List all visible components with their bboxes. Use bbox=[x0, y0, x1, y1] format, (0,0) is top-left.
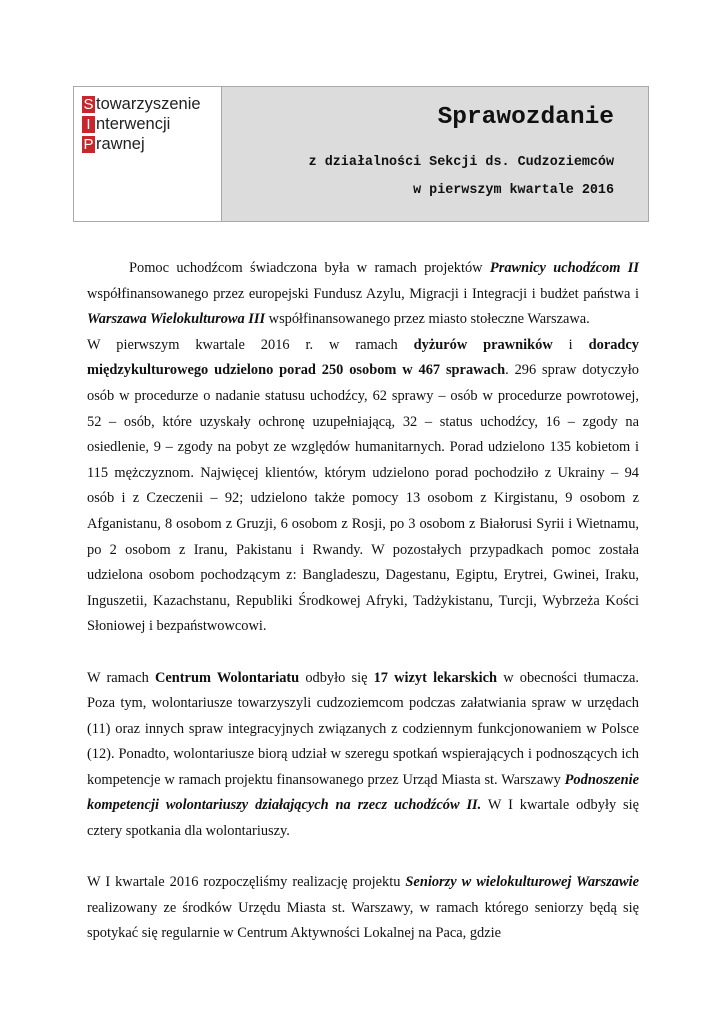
logo-line bbox=[82, 135, 221, 154]
emphasis: 17 wizyt lekarskich bbox=[373, 669, 498, 686]
document-title: Sprawozdanie bbox=[437, 104, 614, 131]
text: W pierwszym kwartale 2016 r. w ramach bbox=[87, 336, 414, 353]
paragraph-volunteering bbox=[87, 666, 639, 845]
emphasis: dyżurów prawników bbox=[413, 336, 553, 353]
text: realizowany ze środków Urzędu Miasta st. Warszawy, w ramach którego seniorzy będą się spotykać się regularnie w Centrum Aktywności Lokalnej na Paca, gdzie bbox=[87, 899, 639, 942]
text: współfinansowanego przez europejski Fundusz Azylu, Migracji i Integracji i budżet państwa i bbox=[87, 285, 639, 302]
paragraph-funding bbox=[87, 256, 639, 333]
logo-line bbox=[82, 95, 221, 114]
emphasis: doradcy międzykulturowego udzielono porad 250 osobom w 467 sprawach bbox=[87, 336, 639, 379]
text: W ramach bbox=[87, 669, 155, 686]
text: Pomoc uchodźcom świadczona była w ramach projektów bbox=[129, 260, 490, 276]
text: W I kwartale 2016 rozpoczęliśmy realizację projektu bbox=[87, 874, 406, 891]
project-name: Podnoszenie kompetencji wolontariuszy działających na rzecz uchodźców II. bbox=[87, 771, 639, 814]
text: W I kwartale odbyły się cztery spotkania dla wolontariuszy. bbox=[87, 797, 640, 840]
logo-word: nterwencji bbox=[96, 115, 171, 133]
project-name: Seniorzy w wielokulturowej Warszawie bbox=[405, 874, 639, 891]
paragraph-seniors-project bbox=[87, 870, 639, 947]
title-block bbox=[222, 87, 648, 221]
logo-initial: S bbox=[83, 96, 94, 113]
logo-word: rawnej bbox=[96, 135, 145, 153]
paragraph-legal-aid bbox=[87, 333, 639, 640]
text: w obecności tłumacza. Poza tym, wolontariusze towarzyszyli cudzoziemcom podczas załatwiania spraw w urzędach (11) oraz innych spraw integracyjnych związanych z codziennym funkcjonowaniem w Polsce (12). Ponadto, wolontariusze biorą udział w szeregu spotkań wspierających i podnoszących ich kompetencje w ramach projektu finansowanego przez Urząd Miasta st. Warszawy bbox=[87, 669, 639, 788]
emphasis: Centrum Wolontariatu bbox=[154, 669, 300, 686]
project-name: Warszawa Wielokulturowa III bbox=[87, 311, 266, 328]
text: . 296 spraw dotyczyło osób w procedurze o nadanie statusu uchodźcy, 62 sprawy – osób w procedurze powrotowej, 52 – osób, które uzyskały ochronę uzupełniającą, 32 – status uchodźcy, 16 – zgody na osiedlenie, 9 – zgody na pobyt ze względów humanitarnych. Porad udzielono 135 kobietom i 115 mężczyznom. Najwięcej klientów, którym udzielono porad pochodziło z Ukrainy – 94 osób i z Czeczenii – 92; udzielono także pomocy 13 osobom z Kirgistanu, 9 osobom z Afganistanu, 8 osobom z Gruzji, 6 osobom z Rosji, po 3 osobom z Białorusi Syrii i Wietnamu, po 2 osobom z Iranu, Pakistanu i Rwandy. W pozostałych przypadkach pomoc została udzielona osobom pochodzącym z: Bangladeszu, Dagestanu, Egiptu, Erytrei, Gwinei, Iraku, Inguszetii, Kazachstanu, Republiki Środkowej Afryki, Tadżykistanu, Turcji, Wybrzeża Kości Słoniowej i bezpaństwowcowi. bbox=[87, 362, 639, 635]
document-subtitle: z działalności Sekcji ds. Cudzoziemców bbox=[308, 155, 614, 170]
report-body bbox=[87, 256, 639, 947]
document-period: w pierwszym kwartale 2016 bbox=[413, 183, 614, 198]
organization-logo bbox=[74, 87, 222, 221]
logo-initial: I bbox=[82, 116, 95, 133]
document-header bbox=[73, 86, 649, 222]
text: współfinansowanego przez miasto stołeczne Warszawa. bbox=[265, 311, 590, 328]
logo-initial: P bbox=[83, 136, 94, 153]
text: i bbox=[552, 336, 589, 353]
logo-word: towarzyszenie bbox=[96, 95, 201, 113]
text: odbyło się bbox=[299, 669, 374, 686]
logo-line bbox=[82, 115, 221, 134]
project-name: Prawnicy uchodźcom II bbox=[489, 260, 639, 276]
